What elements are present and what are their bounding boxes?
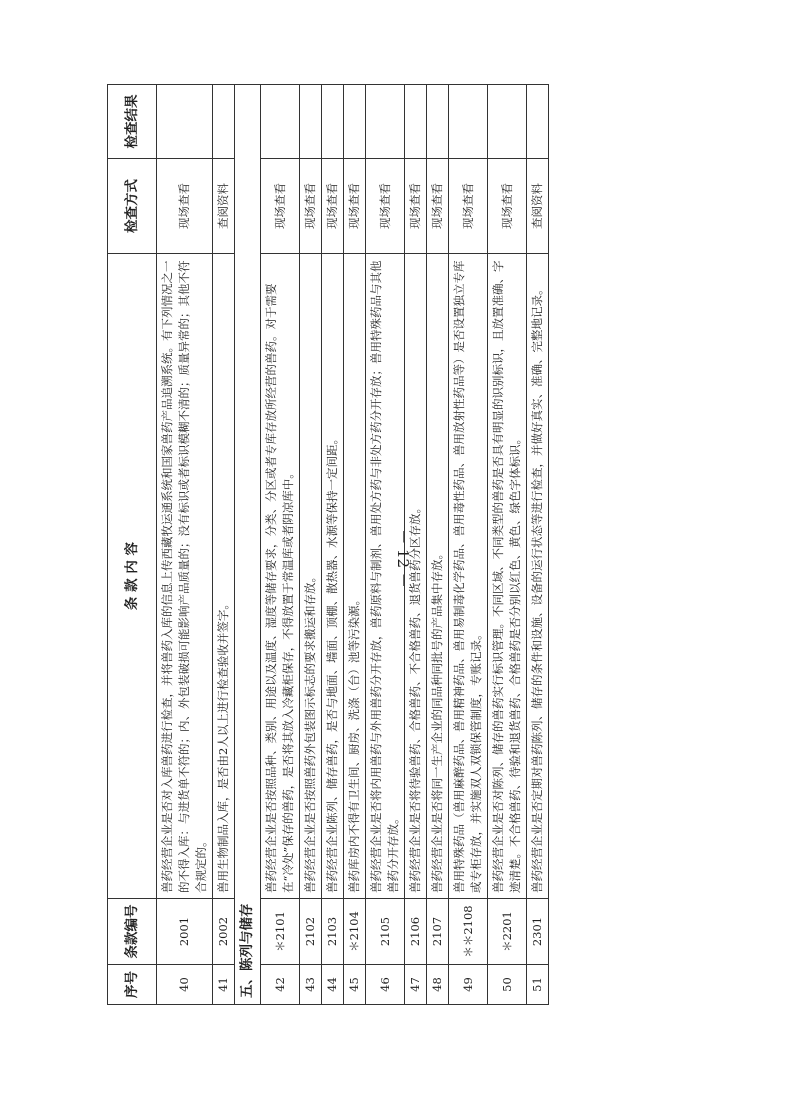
row-content: 兽药经营企业是否对陈列、储存的兽药实行标识管理。不同区域、不同类型的兽药是否具有明显的识别标识，且放置准确、字迹清楚。不合格兽药、待验和退货兽药、合格兽药是否分别以红色、黄色、绿色字体标识。 [488,254,527,899]
table-row [527,85,549,1005]
row-seq: 49 [449,965,488,1005]
row-result [488,85,527,159]
header-result: 检查结果 [108,85,157,159]
header-seq: 序号 [108,965,157,1005]
row-method: 现场查看 [300,159,322,254]
row-method: 现场查看 [157,159,213,254]
row-method: 查阅资料 [527,159,549,254]
row-seq: 46 [366,965,405,1005]
row-result [405,85,427,159]
table-row [322,85,344,1005]
table-row [300,85,322,1005]
row-seq: 40 [157,965,213,1005]
inspection-table [107,84,549,1005]
row-content: 兽药经营企业是否按照品种、类别、用途以及温度、湿度等储存要求，分类、分区或者专库存放所经营的兽药。对于需要在“冷处”保存的兽药，是否将其放入冷藏柜保存，不得放置于常温库或者阴凉库中。 [261,254,300,899]
row-content: 兽药经营企业是否对入库兽药进行检查，并将兽药入库的信息上传西藏牧运通系统和国家兽药产品追溯系统。有下列情况之一的不得入库：与进货单不符的；内、外包装破损可能影响产品质量的；没有标识或者标识模糊不清的；质量异常的；其他不符合规定的。 [157,254,213,899]
header-method: 检查方式 [108,159,157,254]
row-content: 兽药经营企业陈列、储存兽药，是否与地面、墙面、顶棚、散热器、水源等保持一定间距。 [322,254,344,899]
table-row [427,85,449,1005]
row-seq: 41 [213,965,235,1005]
row-method: 查阅资料 [213,159,235,254]
section-row [235,85,261,1005]
row-code: ＊2101 [261,899,300,965]
row-method: 现场查看 [488,159,527,254]
row-method: 现场查看 [366,159,405,254]
section-title: 五、陈列与储存 [235,85,261,1005]
row-code: 2102 [300,899,322,965]
row-code: 2106 [405,899,427,965]
row-code: ＊2201 [488,899,527,965]
row-result [300,85,322,159]
row-code: 2105 [366,899,405,965]
row-method: 现场查看 [405,159,427,254]
row-method: 现场查看 [322,159,344,254]
row-result [427,85,449,159]
row-method: 现场查看 [261,159,300,254]
row-seq: 42 [261,965,300,1005]
row-code: 2301 [527,899,549,965]
row-result [322,85,344,159]
row-content: 兽药经营企业是否将内用兽药与外用兽药分开存放，兽药原料与制剂、兽用处方药与非处方药分开存放；兽用特殊药品与其他兽药分开存放。 [366,254,405,899]
page-number: － 12 － [393,529,412,588]
row-method: 现场查看 [427,159,449,254]
row-content: 兽用特殊药品（兽用麻醉药品、兽用精神药品、兽用易制毒化学药品、兽用毒性药品、兽用放射性药品等）是否设置独立专库或专柜存放，并实施双人双锁保管制度，专账记录。 [449,254,488,899]
row-result [213,85,235,159]
row-content: 兽药经营企业是否将同一生产企业的同品种同批号的产品集中存放。 [427,254,449,899]
row-seq: 50 [488,965,527,1005]
table-row [488,85,527,1005]
row-content: 兽药经营企业是否按照兽药外包装图示标志的要求搬运和存放。 [300,254,322,899]
row-method: 现场查看 [344,159,366,254]
row-code: 2002 [213,899,235,965]
row-code: 2103 [322,899,344,965]
row-content: 兽药经营企业是否将待验兽药、合格兽药、不合格兽药、退货兽药分区存放。 [405,254,427,899]
row-content: 兽用生物制品入库，是否由2人以上进行检查验收并签字。 [213,254,235,899]
row-content: 兽药经营企业是否定期对兽药陈列、储存的条件和设施、设备的运行状态等进行检查，并做好真实、准确、完整地记录。 [527,254,549,899]
row-result [449,85,488,159]
table-body-top [157,85,235,1005]
table-row [213,85,235,1005]
table-row [157,85,213,1005]
row-code: ＊2104 [344,899,366,965]
row-result [261,85,300,159]
row-seq: 47 [405,965,427,1005]
table-header-row [108,85,157,1005]
row-seq: 43 [300,965,322,1005]
table-row [344,85,366,1005]
table-row [449,85,488,1005]
row-code: 2001 [157,899,213,965]
row-result [366,85,405,159]
row-result [157,85,213,159]
header-code: 条款编号 [108,899,157,965]
row-result [344,85,366,159]
header-content: 条 款 内 容 [108,254,157,899]
row-code: 2107 [427,899,449,965]
row-seq: 45 [344,965,366,1005]
table-row [261,85,300,1005]
row-seq: 51 [527,965,549,1005]
row-seq: 48 [427,965,449,1005]
row-content: 兽药库房内不得有卫生间、厨房、洗涤（台）池等污染源。 [344,254,366,899]
row-seq: 44 [322,965,344,1005]
row-method: 现场查看 [449,159,488,254]
row-code: ＊＊2108 [449,899,488,965]
row-result [527,85,549,159]
